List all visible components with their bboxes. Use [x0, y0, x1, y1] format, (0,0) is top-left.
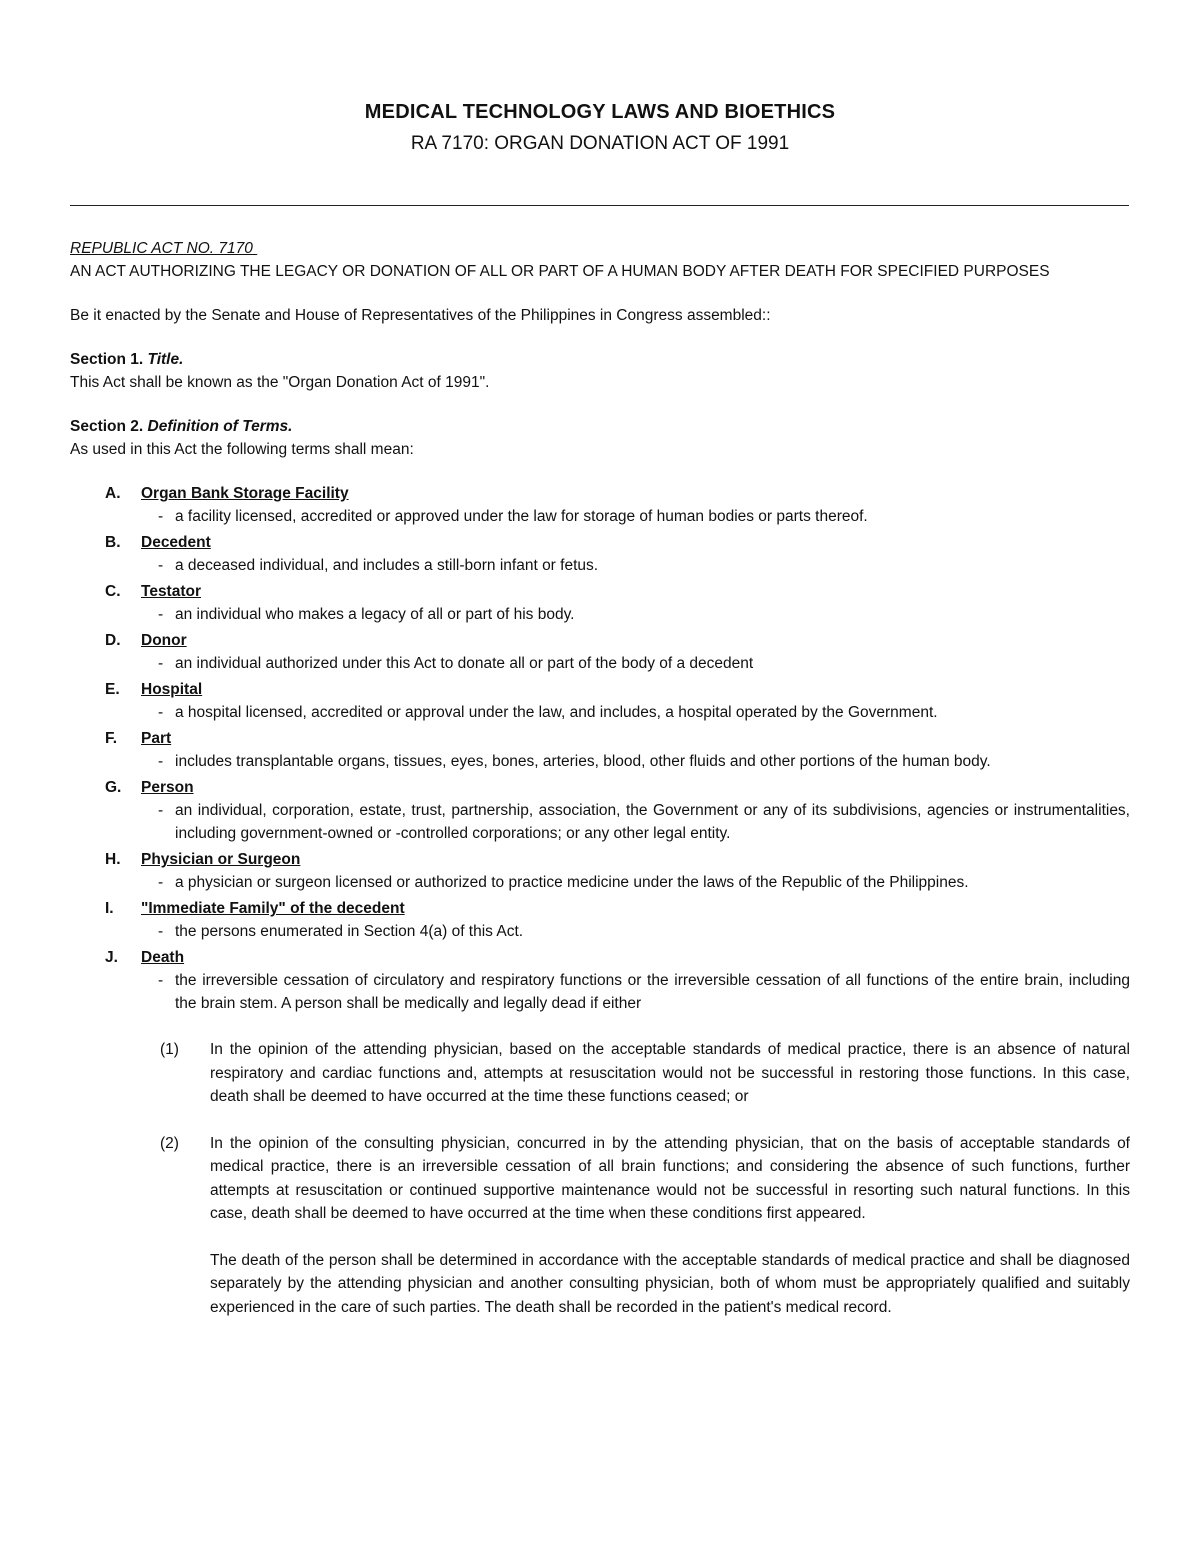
horizontal-divider	[70, 205, 1129, 206]
definition-description: a deceased individual, and includes a still-born infant or fetus.	[175, 557, 599, 574]
dash-bullet: -	[158, 655, 164, 672]
definition-term: Person	[141, 779, 194, 796]
definition-letter: F.	[105, 730, 118, 747]
act-number: REPUBLIC ACT NO. 7170	[70, 240, 258, 257]
definition-term: Donor	[141, 632, 187, 649]
section-2-title: Definition of Terms.	[147, 418, 293, 435]
definition-description: a physician or surgeon licensed or authorized to practice medicine under the laws of the Republic of the Philippines.	[175, 874, 969, 891]
section-1-label: Section 1.	[70, 351, 144, 368]
definition-letter: E.	[105, 681, 120, 698]
definition-item	[70, 580, 1130, 626]
definition-term-row	[70, 897, 1130, 920]
definition-letter: H.	[105, 851, 121, 868]
definition-description-row	[70, 554, 1130, 577]
definition-item	[70, 629, 1130, 675]
dash-bullet: -	[158, 874, 164, 891]
definition-term-row	[70, 482, 1130, 505]
dash-bullet: -	[158, 923, 164, 940]
section-2-label: Section 2.	[70, 418, 144, 435]
definition-term: Organ Bank Storage Facility	[141, 485, 349, 502]
definition-item	[70, 897, 1130, 943]
definition-term-row	[70, 629, 1130, 652]
dash-bullet: -	[158, 606, 164, 623]
definition-item	[70, 727, 1130, 773]
condition-number: (1)	[160, 1041, 179, 1058]
section-1-heading	[70, 348, 1130, 371]
definition-letter: I.	[105, 900, 114, 917]
definition-item	[70, 531, 1130, 577]
definition-description-row	[70, 603, 1130, 626]
definition-term: Death	[141, 949, 185, 966]
definition-term-row	[70, 531, 1130, 554]
definition-description: an individual authorized under this Act to donate all or part of the body of a decedent	[175, 655, 754, 672]
death-condition-1	[70, 1038, 1130, 1109]
definition-description: includes transplantable organs, tissues, eyes, bones, arteries, blood, other fluids and other portions of the human body.	[175, 753, 991, 770]
definition-description: an individual, corporation, estate, trust, partnership, association, the Government or any of its subdivisions, agencies or instrumentalities, including government-owned or -controlled corporations; or any other legal entity.	[175, 802, 1130, 842]
definitions-list	[70, 482, 1130, 1015]
definition-term: "Immediate Family" of the decedent	[141, 900, 405, 917]
dash-bullet: -	[158, 972, 164, 989]
definition-term: Testator	[141, 583, 202, 600]
definition-item	[70, 848, 1130, 894]
definition-term: Decedent	[141, 534, 211, 551]
definition-item	[70, 946, 1130, 1015]
definition-letter: G.	[105, 779, 122, 796]
definition-letter: B.	[105, 534, 121, 551]
section-1-text: This Act shall be known as the "Organ Donation Act of 1991".	[70, 374, 490, 391]
definition-term-row	[70, 727, 1130, 750]
condition-text: In the opinion of the consulting physician, concurred in by the attending physician, that on the basis of acceptable standards of medical practice, there is an irreversible cessation of all brain functions; and considering the absence of such functions, further attempts at resuscitation or continued supportive maintenance would not be successful in resorting such natural functions. In this case, death shall be deemed to have occurred at the time when these conditions first appeared.	[210, 1134, 1130, 1222]
definition-description-row	[70, 750, 1130, 773]
condition-text: In the opinion of the attending physician, based on the acceptable standards of medical practice, there is an absence of natural respiratory and cardiac functions and, attempts at resuscitation would not be successful in restoring those functions. In this case, death shall be deemed to have occurred at the time these functions ceased; or	[210, 1041, 1130, 1105]
dash-bullet: -	[158, 704, 164, 721]
definition-term-row	[70, 678, 1130, 701]
section-2-heading	[70, 415, 1130, 438]
definition-item	[70, 776, 1130, 845]
definition-description: a hospital licensed, accredited or approval under the law, and includes, a hospital operated by the Government.	[175, 704, 938, 721]
definition-letter: J.	[105, 949, 118, 966]
definition-description-row	[70, 969, 1130, 1015]
definition-letter: D.	[105, 632, 121, 649]
dash-bullet: -	[158, 508, 164, 525]
definition-description: the persons enumerated in Section 4(a) of this Act.	[175, 923, 524, 940]
definition-description-row	[70, 505, 1130, 528]
dash-bullet: -	[158, 557, 164, 574]
definition-description: the irreversible cessation of circulatory and respiratory functions or the irreversible cessation of all functions of the entire brain, including the brain stem. A person shall be medically and legally dead if either	[175, 972, 1130, 1012]
dash-bullet: -	[158, 753, 164, 770]
enacting-clause: Be it enacted by the Senate and House of Representatives of the Philippines in Congress assembled::	[70, 307, 771, 324]
definition-description: a facility licensed, accredited or approved under the law for storage of human bodies or parts thereof.	[175, 508, 868, 525]
document-title: MEDICAL TECHNOLOGY LAWS AND BIOETHICS	[364, 101, 836, 123]
definition-description-row	[70, 652, 1130, 675]
definition-description-row	[70, 701, 1130, 724]
dash-bullet: -	[158, 802, 164, 819]
definition-description-row	[70, 799, 1130, 845]
death-determination-paragraph: The death of the person shall be determined in accordance with the acceptable standards of medical practice and shall be diagnosed separately by the attending physician and another consulting physician, both of whom must be appropriately qualified and suitably experienced in the care of such parties. The death shall be recorded in the patient's medical record.	[210, 1251, 1130, 1316]
definition-description-row	[70, 871, 1130, 894]
death-condition-2	[70, 1132, 1130, 1226]
section-2-intro: As used in this Act the following terms shall mean:	[70, 441, 414, 458]
definition-description: an individual who makes a legacy of all or part of his body.	[175, 606, 575, 623]
definition-term: Part	[141, 730, 172, 747]
definition-term: Physician or Surgeon	[141, 851, 301, 868]
definition-term-row	[70, 580, 1130, 603]
condition-number: (2)	[160, 1134, 179, 1152]
definition-term-row	[70, 848, 1130, 871]
section-1-title: Title.	[147, 351, 184, 368]
definition-letter: A.	[105, 485, 121, 502]
definition-letter: C.	[105, 583, 121, 600]
document-body	[70, 237, 1130, 1319]
definition-description-row	[70, 920, 1130, 943]
act-long-title: AN ACT AUTHORIZING THE LEGACY OR DONATION OF ALL OR PART OF A HUMAN BODY AFTER DEATH FOR SPECIFIED PURPOSES	[70, 263, 1050, 280]
definition-term: Hospital	[141, 681, 203, 698]
definition-item	[70, 678, 1130, 724]
definition-term-row	[70, 776, 1130, 799]
definition-item	[70, 482, 1130, 528]
definition-term-row	[70, 946, 1130, 969]
document-subtitle: RA 7170: ORGAN DONATION ACT OF 1991	[410, 133, 790, 154]
